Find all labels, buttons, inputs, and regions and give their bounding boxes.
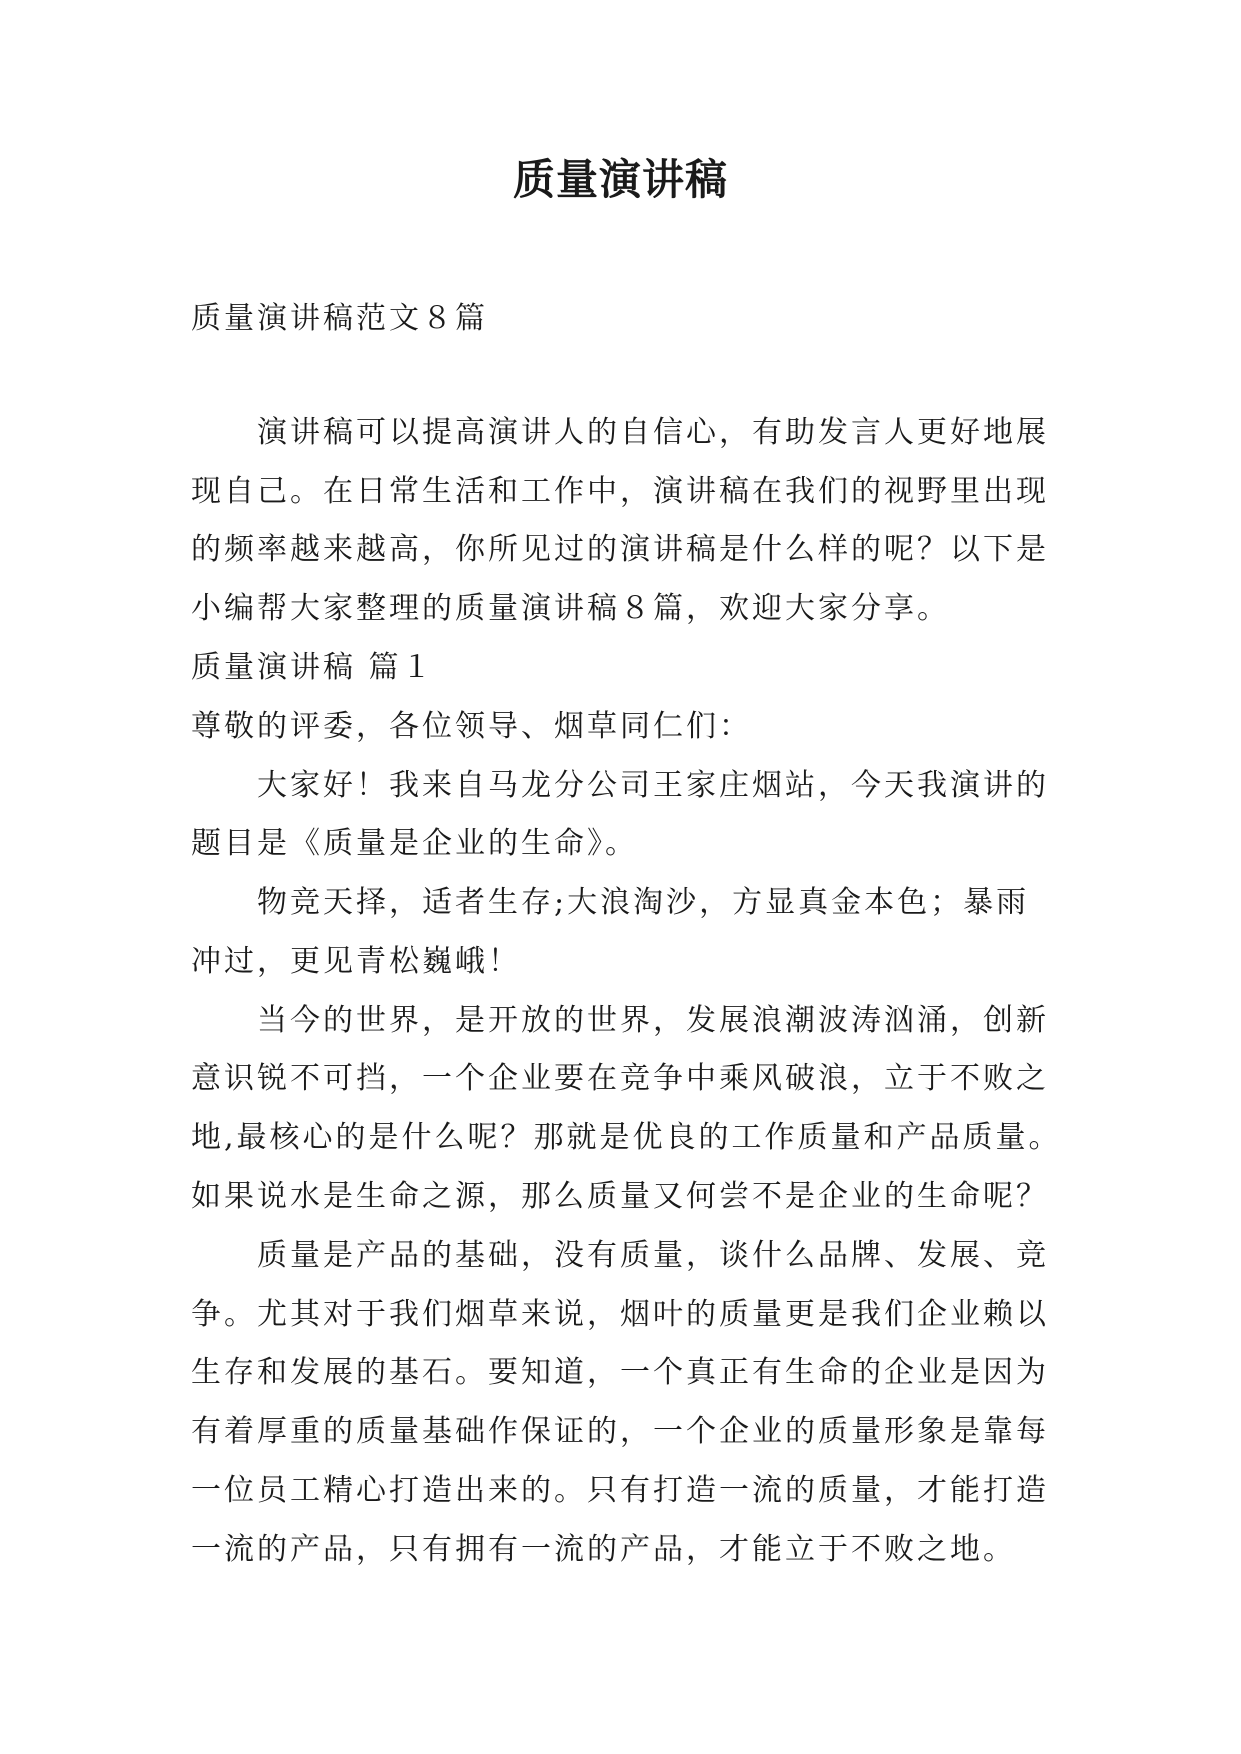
paragraph-line: 一位员工精心打造出来的。只有打造一流的质量，才能打造: [191, 1473, 1049, 1508]
paragraph-line: 现自己。在日常生活和工作中，演讲稿在我们的视野里出现: [191, 474, 1049, 509]
paragraph-line: 冲过，更见青松巍峨！: [191, 944, 521, 979]
paragraph-line: 当今的世界，是开放的世界，发展浪潮波涛汹涌，创新: [257, 1003, 1049, 1038]
paragraph-line: 小编帮大家整理的质量演讲稿８篇，欢迎大家分享。: [191, 591, 950, 626]
page-title: 质量演讲稿: [512, 155, 728, 204]
salutation: 尊敬的评委，各位领导、烟草同仁们：: [191, 709, 752, 744]
document-subtitle: 质量演讲稿范文８篇: [191, 301, 488, 336]
paragraph-line: 题目是《质量是企业的生命》。: [191, 826, 638, 861]
paragraph-line: 大家好！我来自马龙分公司王家庄烟站，今天我演讲的: [257, 768, 1049, 803]
paragraph-line: 演讲稿可以提高演讲人的自信心，有助发言人更好地展: [257, 415, 1049, 450]
paragraph-line: 一流的产品，只有拥有一流的产品，才能立于不败之地。: [191, 1532, 1016, 1567]
paragraph-line: 的频率越来越高，你所见过的演讲稿是什么样的呢？以下是: [191, 532, 1049, 567]
paragraph-line: 生存和发展的基石。要知道，一个真正有生命的企业是因为: [191, 1355, 1049, 1390]
paragraph-line: 地,最核心的是什么呢？那就是优良的工作质量和产品质量。: [191, 1120, 1062, 1155]
paragraph-line: 质量是产品的基础，没有质量，谈什么品牌、发展、竞: [257, 1238, 1049, 1273]
paragraph-line: 如果说水是生命之源，那么质量又何尝不是企业的生命呢？: [191, 1179, 1049, 1214]
paragraph-line: 有着厚重的质量基础作保证的，一个企业的质量形象是靠每: [191, 1414, 1049, 1449]
paragraph-line: 物竞天择，适者生存;大浪淘沙，方显真金本色；暴雨: [257, 885, 1030, 920]
paragraph-line: 意识锐不可挡，一个企业要在竞争中乘风破浪，立于不败之: [191, 1061, 1049, 1096]
paragraph-line: 争。尤其对于我们烟草来说，烟叶的质量更是我们企业赖以: [191, 1297, 1049, 1332]
section-heading: 质量演讲稿 篇１: [191, 650, 435, 685]
